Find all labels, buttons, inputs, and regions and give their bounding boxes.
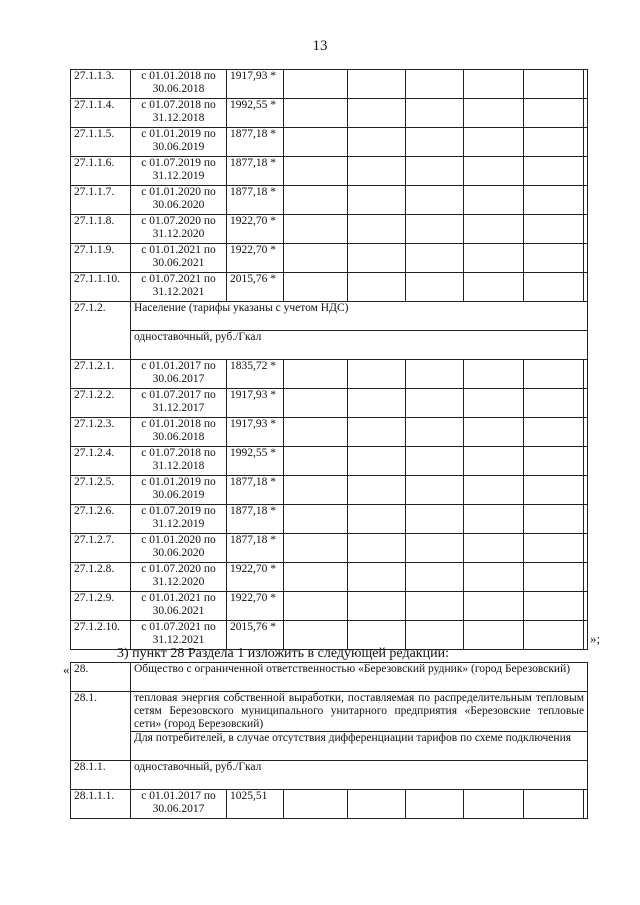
row-number: 27.1.1.10.	[71, 273, 131, 302]
empty-cell	[348, 418, 406, 447]
row-number: 27.1.1.8.	[71, 215, 131, 244]
period: с 01.01.2021 по 30.06.2021	[131, 244, 227, 273]
empty-cell	[406, 128, 464, 157]
table-row	[71, 418, 588, 447]
row-number: 27.1.2.	[71, 302, 131, 360]
empty-cell	[348, 70, 406, 99]
empty-cell	[348, 215, 406, 244]
empty-cell	[464, 244, 524, 273]
empty-cell	[406, 273, 464, 302]
empty-cell	[284, 360, 348, 389]
row-number: 28.	[71, 663, 131, 692]
empty-cell	[464, 534, 524, 563]
empty-cell	[464, 389, 524, 418]
empty-cell	[584, 128, 588, 157]
empty-cell	[348, 99, 406, 128]
tariff-value: 1877,18 *	[227, 186, 284, 215]
empty-cell	[464, 563, 524, 592]
empty-cell	[284, 70, 348, 99]
table-row	[71, 563, 588, 592]
row-number: 27.1.2.2.	[71, 389, 131, 418]
empty-cell	[284, 592, 348, 621]
empty-cell	[348, 505, 406, 534]
row-number: 28.1.1.1.	[71, 790, 131, 819]
table-row	[71, 186, 588, 215]
period: с 01.07.2019 по 31.12.2019	[131, 505, 227, 534]
amendment-paragraph: 3) пункт 28 Раздела 1 изложить в следующей редакции:	[117, 646, 449, 661]
table-row	[71, 360, 588, 389]
period: с 01.01.2019 по 30.06.2019	[131, 476, 227, 505]
empty-cell	[464, 215, 524, 244]
empty-cell	[584, 418, 588, 447]
empty-cell	[348, 128, 406, 157]
opening-quote: «	[63, 662, 70, 677]
empty-cell	[406, 360, 464, 389]
empty-cell	[524, 360, 584, 389]
table-row	[71, 70, 588, 99]
table-row	[71, 157, 588, 186]
empty-cell	[584, 476, 588, 505]
row-number: 27.1.2.8.	[71, 563, 131, 592]
empty-cell	[406, 389, 464, 418]
table-row	[71, 215, 588, 244]
empty-cell	[584, 360, 588, 389]
empty-cell	[284, 99, 348, 128]
empty-cell	[584, 186, 588, 215]
row-number: 27.1.2.6.	[71, 505, 131, 534]
empty-cell	[406, 244, 464, 273]
period: с 01.01.2020 по 30.06.2020	[131, 534, 227, 563]
row-number: 27.1.2.5.	[71, 476, 131, 505]
empty-cell	[524, 186, 584, 215]
empty-cell	[348, 592, 406, 621]
empty-cell	[406, 505, 464, 534]
empty-cell	[524, 505, 584, 534]
row-number: 27.1.2.1.	[71, 360, 131, 389]
tariff-value: 1877,18 *	[227, 505, 284, 534]
tariff-value: 1917,93 *	[227, 389, 284, 418]
row-number: 27.1.2.4.	[71, 447, 131, 476]
empty-cell	[348, 186, 406, 215]
tariff-value: 1877,18 *	[227, 128, 284, 157]
empty-cell	[464, 70, 524, 99]
empty-cell	[524, 215, 584, 244]
empty-cell	[406, 418, 464, 447]
empty-cell	[406, 157, 464, 186]
empty-cell	[284, 447, 348, 476]
item-row	[71, 692, 588, 732]
empty-cell	[524, 534, 584, 563]
tariff-value: 1922,70 *	[227, 563, 284, 592]
empty-cell	[524, 70, 584, 99]
empty-cell	[524, 621, 584, 650]
empty-cell	[284, 273, 348, 302]
row-number: 27.1.2.3.	[71, 418, 131, 447]
row-number: 27.1.2.7.	[71, 534, 131, 563]
section-row	[71, 302, 588, 331]
period: с 01.01.2020 по 30.06.2020	[131, 186, 227, 215]
consumers-description: Для потребителей, в случае отсутствия дифференциации тарифов по схеме подключения	[131, 732, 588, 761]
empty-cell	[584, 534, 588, 563]
empty-cell	[464, 476, 524, 505]
table-row	[71, 447, 588, 476]
row-number: 27.1.1.9.	[71, 244, 131, 273]
table-row	[71, 592, 588, 621]
closing-quote: »;	[590, 631, 601, 646]
empty-cell	[406, 70, 464, 99]
empty-cell	[464, 621, 524, 650]
row-number: 27.1.1.6.	[71, 157, 131, 186]
empty-cell	[348, 563, 406, 592]
empty-cell	[406, 447, 464, 476]
empty-cell	[584, 70, 588, 99]
empty-cell	[464, 186, 524, 215]
row-number: 27.1.1.5.	[71, 128, 131, 157]
empty-cell	[406, 476, 464, 505]
tariff-value: 2015,76 *	[227, 273, 284, 302]
row-number: 28.1.1.	[71, 761, 131, 790]
table-row	[71, 534, 588, 563]
empty-cell	[284, 128, 348, 157]
empty-cell	[584, 790, 588, 819]
table-row	[71, 476, 588, 505]
empty-cell	[284, 418, 348, 447]
tariff-value: 1922,70 *	[227, 244, 284, 273]
empty-cell	[464, 790, 524, 819]
empty-cell	[464, 273, 524, 302]
empty-cell	[284, 534, 348, 563]
period: с 01.01.2021 по 30.06.2021	[131, 592, 227, 621]
table-row	[71, 389, 588, 418]
period: с 01.01.2018 по 30.06.2018	[131, 70, 227, 99]
period: с 01.07.2017 по 31.12.2017	[131, 389, 227, 418]
subsection-title: одноставочный, руб./Гкал	[131, 331, 588, 360]
empty-cell	[524, 790, 584, 819]
empty-cell	[464, 99, 524, 128]
empty-cell	[464, 592, 524, 621]
row-number: 27.1.1.3.	[71, 70, 131, 99]
empty-cell	[524, 592, 584, 621]
tariff-value: 1877,18 *	[227, 476, 284, 505]
period: с 01.07.2020 по 31.12.2020	[131, 215, 227, 244]
subitem-row	[71, 761, 588, 790]
table-row	[71, 273, 588, 302]
empty-cell	[406, 99, 464, 128]
table-row	[71, 505, 588, 534]
subitem-description: одноставочный, руб./Гкал	[131, 761, 588, 790]
period: с 01.07.2018 по 31.12.2018	[131, 447, 227, 476]
consumers-row	[71, 732, 588, 761]
empty-cell	[584, 447, 588, 476]
empty-cell	[524, 447, 584, 476]
empty-cell	[284, 215, 348, 244]
row-number: 28.1.	[71, 692, 131, 761]
period: с 01.07.2020 по 31.12.2020	[131, 563, 227, 592]
empty-cell	[524, 273, 584, 302]
row-number: 27.1.1.4.	[71, 99, 131, 128]
empty-cell	[584, 244, 588, 273]
empty-cell	[406, 186, 464, 215]
empty-cell	[524, 563, 584, 592]
tariff-value: 1922,70 *	[227, 592, 284, 621]
empty-cell	[406, 534, 464, 563]
empty-cell	[464, 447, 524, 476]
period: с 01.01.2017 по 30.06.2017	[131, 790, 227, 819]
tariff-value: 1917,93 *	[227, 418, 284, 447]
empty-cell	[524, 244, 584, 273]
empty-cell	[284, 157, 348, 186]
empty-cell	[348, 790, 406, 819]
empty-cell	[584, 273, 588, 302]
org-row	[71, 663, 588, 692]
tariff-value: 1992,55 *	[227, 447, 284, 476]
period: с 01.07.2021 по 31.12.2021	[131, 273, 227, 302]
empty-cell	[584, 215, 588, 244]
empty-cell	[464, 418, 524, 447]
empty-cell	[584, 621, 588, 650]
empty-cell	[348, 157, 406, 186]
empty-cell	[348, 447, 406, 476]
empty-cell	[584, 389, 588, 418]
empty-cell	[584, 592, 588, 621]
table-row	[71, 128, 588, 157]
empty-cell	[284, 505, 348, 534]
empty-cell	[348, 244, 406, 273]
tariff-value: 1877,18 *	[227, 157, 284, 186]
empty-cell	[406, 790, 464, 819]
period: с 01.01.2017 по 30.06.2017	[131, 360, 227, 389]
row-number: 27.1.2.9.	[71, 592, 131, 621]
empty-cell	[406, 563, 464, 592]
empty-cell	[284, 563, 348, 592]
section-title: Население (тарифы указаны с учетом НДС)	[131, 302, 588, 331]
period: с 01.07.2018 по 31.12.2018	[131, 99, 227, 128]
empty-cell	[406, 592, 464, 621]
empty-cell	[284, 790, 348, 819]
period: с 01.07.2021 по 31.12.2021	[131, 621, 227, 650]
table-row	[71, 99, 588, 128]
empty-cell	[406, 215, 464, 244]
tariff-value: 1992,55 *	[227, 99, 284, 128]
empty-cell	[284, 186, 348, 215]
tariff-table-28	[70, 662, 588, 819]
empty-cell	[464, 360, 524, 389]
empty-cell	[284, 389, 348, 418]
empty-cell	[348, 476, 406, 505]
table-row	[71, 244, 588, 273]
empty-cell	[524, 99, 584, 128]
empty-cell	[584, 505, 588, 534]
empty-cell	[464, 157, 524, 186]
page-number: 13	[312, 38, 328, 54]
org-name: Общество с ограниченной ответственностью «Березовский рудник» (город Березовский)	[131, 663, 588, 692]
tariff-value: 1917,93 *	[227, 70, 284, 99]
period: с 01.07.2019 по 31.12.2019	[131, 157, 227, 186]
item-description: тепловая энергия собственной выработки, поставляемая по распределительным тепловым сетям Березовского муниципального унитарного предприятия «Березовские тепловые сети» (город Березовский)	[131, 692, 588, 732]
tariff-value: 1877,18 *	[227, 534, 284, 563]
empty-cell	[348, 360, 406, 389]
empty-cell	[464, 505, 524, 534]
empty-cell	[524, 476, 584, 505]
empty-cell	[348, 534, 406, 563]
empty-cell	[524, 389, 584, 418]
tariff-value: 2015,76 *	[227, 621, 284, 650]
tariff-value: 1922,70 *	[227, 215, 284, 244]
period: с 01.01.2019 по 30.06.2019	[131, 128, 227, 157]
row-number: 27.1.1.7.	[71, 186, 131, 215]
empty-cell	[284, 476, 348, 505]
subsection-row	[71, 331, 588, 360]
empty-cell	[284, 244, 348, 273]
empty-cell	[584, 157, 588, 186]
tariff-value: 1025,51	[227, 790, 284, 819]
tariff-value: 1835,72 *	[227, 360, 284, 389]
empty-cell	[524, 128, 584, 157]
empty-cell	[348, 273, 406, 302]
empty-cell	[464, 128, 524, 157]
period: с 01.01.2018 по 30.06.2018	[131, 418, 227, 447]
empty-cell	[584, 563, 588, 592]
row-number: 27.1.2.10.	[71, 621, 131, 650]
empty-cell	[584, 99, 588, 128]
tariff-table-continued	[70, 69, 588, 650]
empty-cell	[348, 389, 406, 418]
table-row	[71, 790, 588, 819]
empty-cell	[524, 418, 584, 447]
empty-cell	[524, 157, 584, 186]
